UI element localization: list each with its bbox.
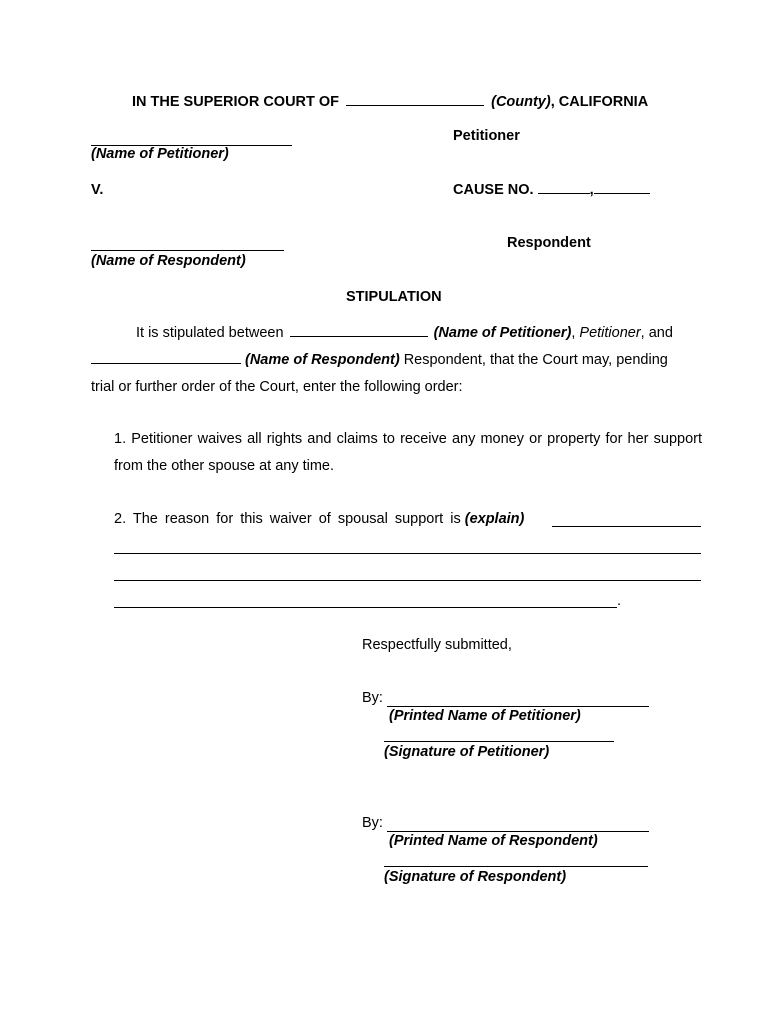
intro-line-3: trial or further order of the Court, enter the following order: [91,379,463,395]
explain-line-1[interactable] [552,526,701,527]
by-label-respondent: By: [362,815,383,831]
printed-respondent-line[interactable] [387,831,649,832]
signature-petitioner-label: (Signature of Petitioner) [384,744,550,760]
item-2-prefix: 2. The reason for this waiver of spousal support is [114,511,461,527]
cause-no [453,182,650,198]
item-2-explain: (explain) [464,511,525,527]
by-label-petitioner: By: [362,690,383,706]
closing: Respectfully submitted, [362,637,512,653]
cause-no-blank-1[interactable] [538,192,590,194]
intro-respondent-label: (Name of Respondent) [245,352,400,368]
explain-end-period: . [617,593,622,609]
intro-line-1 [136,325,673,341]
cause-no-separator: , [589,182,594,198]
intro-petitioner-label: (Name of Petitioner) [433,325,572,341]
intro-respondent-blank[interactable] [91,362,241,364]
respondent-role: Respondent [507,235,591,251]
item-2-line [114,511,524,527]
state-label: , CALIFORNIA [550,94,649,110]
intro-line-2 [91,352,668,368]
county-blank[interactable] [346,104,484,106]
cause-no-label: CAUSE NO. [453,182,534,198]
signature-respondent-label: (Signature of Respondent) [384,869,567,885]
petitioner-name-label: (Name of Petitioner) [91,146,229,162]
intro-petitioner-role: Petitioner [579,325,641,341]
signature-respondent-line[interactable] [384,866,648,867]
document-title: STIPULATION [346,289,442,305]
printed-respondent-label: (Printed Name of Respondent) [389,833,598,849]
printed-petitioner-line[interactable] [387,706,649,707]
signature-petitioner-line[interactable] [384,741,614,742]
intro-petitioner-blank[interactable] [290,335,428,337]
court-heading [132,94,648,110]
cause-no-blank-2[interactable] [594,192,650,194]
explain-line-2[interactable] [114,553,701,554]
respondent-name-label: (Name of Respondent) [91,253,246,269]
explain-line-4[interactable] [114,607,617,608]
petitioner-role: Petitioner [453,128,520,144]
county-label: (County) [491,94,551,110]
intro-and: , and [640,325,673,341]
intro-prefix: It is stipulated between [136,325,284,341]
intro-comma: , [571,325,576,341]
intro-line-2-rest: Respondent, that the Court may, pending [399,352,668,368]
explain-line-3[interactable] [114,580,701,581]
item-1: 1. Petitioner waives all rights and claims to receive any money or property for her support from the other spouse at any time. [114,431,702,474]
versus-label: V. [91,182,104,198]
court-prefix: IN THE SUPERIOR COURT OF [132,94,340,110]
printed-petitioner-label: (Printed Name of Petitioner) [389,708,581,724]
respondent-name-line[interactable] [91,250,284,251]
